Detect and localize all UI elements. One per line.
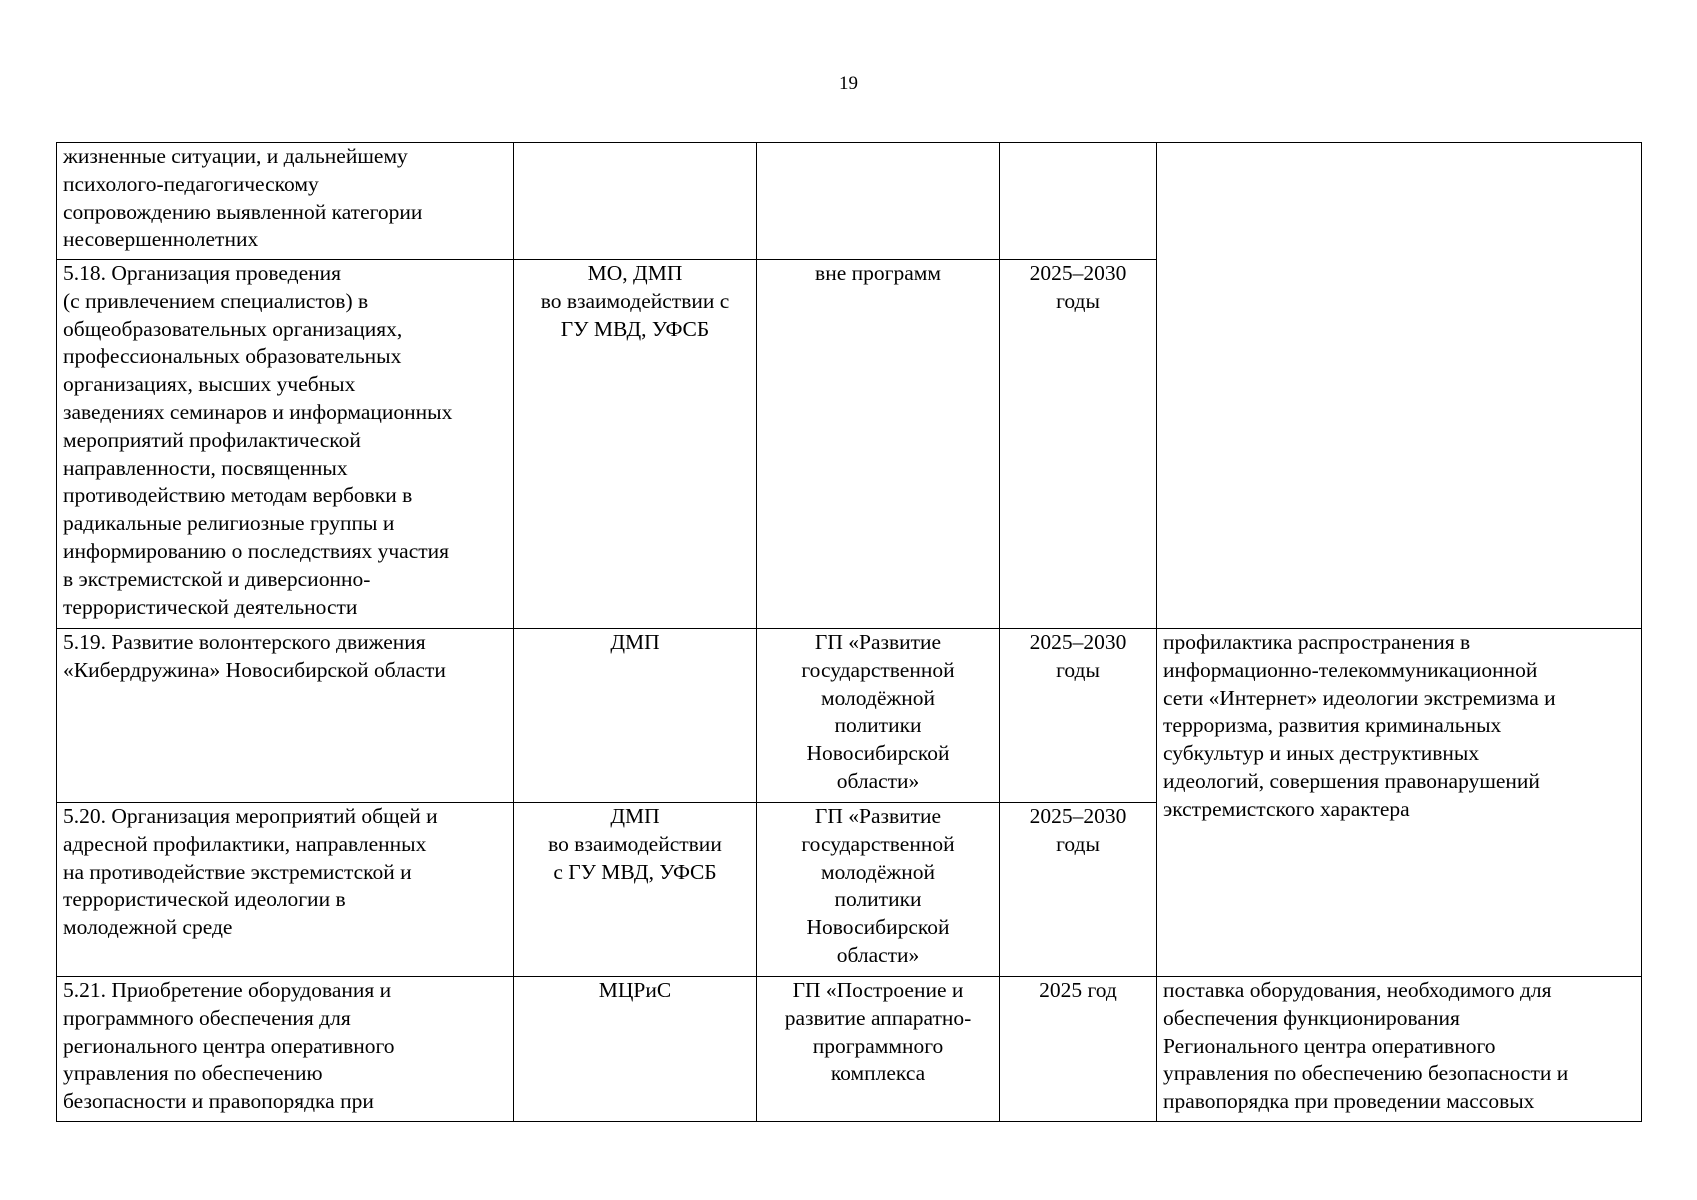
result-cell-merged (1157, 143, 1642, 629)
measure-cell: 5.19. Развитие волонтерского движения «Кибердружина» Новосибирской области (57, 629, 514, 803)
executor-cell: МО, ДМП во взаимодействии с ГУ МВД, УФСБ (514, 260, 757, 629)
source-cell: ГП «Развитие государственной молодёжной политики Новосибирской области» (757, 629, 1000, 803)
executor-cell: ДМП (514, 629, 757, 803)
period-cell: 2025–2030 годы (1000, 629, 1157, 803)
period-cell: 2025–2030 годы (1000, 260, 1157, 629)
measure-cell: жизненные ситуации, и дальнейшему психолого-педагогическому сопровождению выявленной категории несовершеннолетних (57, 143, 514, 260)
table-row (57, 629, 1642, 803)
source-cell: ГП «Построение и развитие аппаратно- программного комплекса (757, 977, 1000, 1122)
source-cell: вне программ (757, 260, 1000, 629)
executor-cell: ДМП во взаимодействии с ГУ МВД, УФСБ (514, 803, 757, 977)
measure-cell: 5.21. Приобретение оборудования и программного обеспечения для регионального центра оперативного управления по обеспечению безопасности и правопорядка при (57, 977, 514, 1122)
source-cell: ГП «Развитие государственной молодёжной политики Новосибирской области» (757, 803, 1000, 977)
executor-cell: МЦРиС (514, 977, 757, 1122)
executor-cell (514, 143, 757, 260)
measures-table (56, 142, 1642, 1122)
period-cell: 2025–2030 годы (1000, 803, 1157, 977)
period-cell (1000, 143, 1157, 260)
source-cell (757, 143, 1000, 260)
page-number: 19 (839, 73, 858, 94)
measure-cell: 5.20. Организация мероприятий общей и адресной профилактики, направленных на противодействие экстремистской и террористической идеологии в молодежной среде (57, 803, 514, 977)
result-cell-merged: профилактика распространения в информационно-телекоммуникационной сети «Интернет» идеологии экстремизма и терроризма, развития криминальных субкультур и иных деструктивных идеологий, совершения правонарушений экстремистского характера (1157, 629, 1642, 977)
period-cell: 2025 год (1000, 977, 1157, 1122)
measure-cell: 5.18. Организация проведения (с привлечением специалистов) в общеобразовательных организациях, профессиональных образовательных организациях, высших учебных заведениях семинаров и информационных мероприятий профилактической направленности, посвященных противодействию методам вербовки в радикальные религиозные группы и информированию о последствиях участия в экстремистской и диверсионно- террористической деятельности (57, 260, 514, 629)
table-row (57, 977, 1642, 1122)
result-cell: поставка оборудования, необходимого для обеспечения функционирования Регионального центра оперативного управления по обеспечению безопасности и правопорядка при проведении массовых (1157, 977, 1642, 1122)
table-row (57, 143, 1642, 260)
